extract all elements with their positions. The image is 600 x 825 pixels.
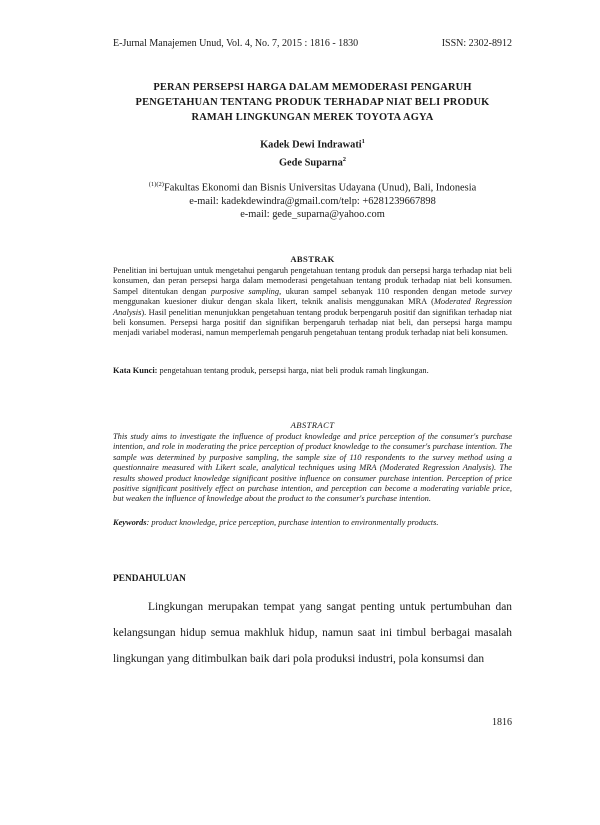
title-line-3: RAMAH LINGKUNGAN MEREK TOYOTA AGYA: [191, 112, 434, 123]
intro-paragraph: Lingkungan merupakan tempat yang sangat penting untuk pertumbuhan dan kelangsungan hidup semua makhluk hidup, namun saat ini timbul berbagai masalah lingkungan yang ditimbulkan baik dari pola produksi industri, pola konsumsi dan: [113, 601, 512, 665]
issn: ISSN: 2302-8912: [441, 38, 512, 49]
title-line-2: PENGETAHUAN TENTANG PRODUK TERHADAP NIAT BELI PRODUK: [135, 97, 490, 108]
author-1: Kadek Dewi Indrawati$^1$: [260, 138, 365, 151]
email-2: e-mail: gede_suparna@yahoo.com: [240, 208, 385, 220]
abstrak-heading: ABSTRAK: [290, 254, 335, 264]
page-number: 1816: [492, 717, 512, 728]
keywords: Keywords: product knowledge, price perception, purchase intention to environmentally products.: [113, 518, 439, 527]
author-list: [100, 134, 525, 171]
journal-citation: E-Jurnal Manajemen Unud, Vol. 4, No. 7, 2015 : 1816 - 1830: [113, 38, 359, 49]
paper-title: [100, 80, 525, 125]
abstract-text: This study aims to investigate the influence of product knowledge and price perception of the consumer's purchase intention, and role in moderating the price perception of product knowledge to the consumer's purchase intention. The sample was determined by purposive sampling, the sample size of 110 respondents to the survey method using a questionnaire measured with Likert scale, analytical techniques using MRA (Moderated Regression Analysis). The results showed product knowledge significant positive influence on consumer purchase intention. Perception of price positive significant positively effect on purchase intention, and perception can become a moderating variable price, but weaken the influence of knowledge about the product to the consumer's purchase intention.: [113, 432, 512, 504]
email-1: e-mail: kadekdewindra@gmail.com/telp: +6281239667898: [189, 195, 436, 207]
abstract-heading: ABSTRACT: [290, 420, 335, 430]
abstrak-text: Penelitian ini bertujuan untuk mengetahui pengaruh pengetahuan tentang produk dan persepsi harga terhadap niat beli konsumen, dan peran persepsi harga dalam memoderasi pengetahuan tentang produk terhadap niat beli konsumen. Sampel ditentukan dengan purposive sampling, ukuran sampel sebanyak 110 responden dengan metode survey menggunakan kuesioner diukur dengan skala likert, teknik analisis menggunakan MRA (Moderated Regression Analysis). Hasil penelitian menunjukkan pengetahuan tentang produk berpengaruh positif dan signifikan terhadap niat beli konsumen. Persepsi harga positif dan signifikan berpengaruh terhadap niat beli, dan persepsi harga mampu menjadi variabel moderasi, namun memperlemah pengaruh pengetahuan tentang produk terhadap niat beli konsumen.: [113, 266, 512, 338]
kata-kunci: Kata Kunci: pengetahuan tentang produk, persepsi harga, niat beli produk ramah lingkungan.: [113, 366, 429, 375]
title-line-1: PERAN PERSEPSI HARGA DALAM MEMODERASI PENGARUH: [153, 82, 472, 93]
running-header: [113, 38, 512, 49]
institution: $^{(1)(2)}$Fakultas Ekonomi dan Bisnis Universitas Udayana (Unud), Bali, Indonesia: [148, 181, 477, 194]
affiliation: [100, 178, 525, 221]
author-2: Gede Suparna$^2$: [278, 156, 347, 169]
intro-heading: PENDAHULUAN: [113, 574, 186, 584]
